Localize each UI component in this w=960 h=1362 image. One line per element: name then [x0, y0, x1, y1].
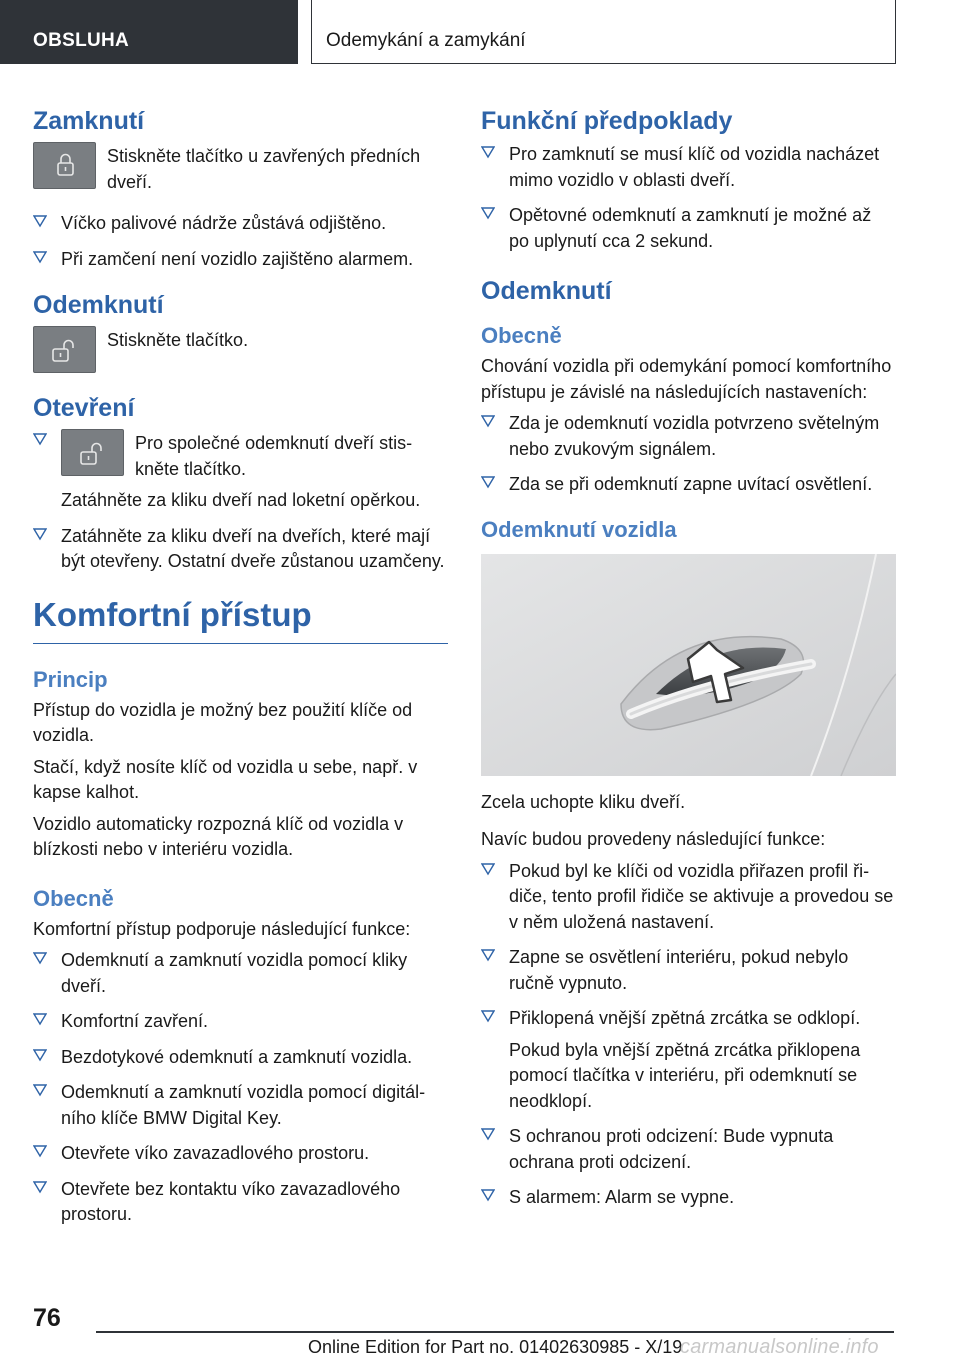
list-item-text: Pro společné odemknutí dveří stiskněte tlačítko. — [135, 433, 413, 479]
paragraph: Vozidlo automaticky rozpozná klíč od vozidla v blízkosti nebo v interiéru vozidla. — [33, 813, 404, 859]
heading-obecne-right: Obecně — [481, 323, 562, 348]
list-item-text: Odemknutí a zamknutí vozidla pomocí digitálního klíče BMW Digital Key. — [61, 1082, 426, 1128]
triangle-bullet-icon — [481, 145, 495, 159]
unlock-button-row — [33, 326, 448, 373]
list-item-text: Víčko palivové nádrže zůstává odjištěno. — [61, 213, 387, 233]
list-item-text: Při zamčení není vozidlo zajištěno alarmem. — [61, 248, 414, 269]
list-item — [481, 1185, 896, 1211]
left-column — [33, 98, 448, 1238]
list-item-text: Přiklopená vnější zpětná zrcátka se odklopí. — [509, 1008, 861, 1028]
list-item — [481, 859, 896, 936]
obecne-right-list — [481, 411, 896, 498]
heading-odemknuti: Odemknutí — [33, 291, 164, 319]
unlock-button-icon — [33, 326, 96, 373]
list-item-text: S ochranou proti odcizení: Bude vypnuta ochrana proti odcizení. — [509, 1126, 834, 1172]
list-item — [33, 1009, 448, 1035]
list-item — [481, 945, 896, 996]
right-column — [481, 98, 896, 1221]
list-item — [33, 524, 448, 575]
figure-caption: Zcela uchopte kliku dveří. — [481, 791, 686, 812]
list-item — [33, 429, 448, 514]
heading-funkcni-predpoklady: Funkční předpoklady — [481, 107, 733, 135]
heading-princip: Princip — [33, 666, 108, 692]
funkce-list — [481, 859, 896, 1211]
triangle-bullet-icon — [481, 475, 495, 489]
lock-button-icon — [33, 142, 96, 189]
triangle-bullet-icon — [33, 527, 47, 541]
zamknuti-list — [33, 211, 448, 272]
list-item-continuation: Zatáhněte za kliku dveří nad loketní opěrkou. — [61, 490, 421, 510]
list-item-text: Pro zamknutí se musí klíč od vozidla nacházet mimo vozidlo v oblasti dveří. — [509, 144, 880, 190]
paragraph: Navíc budou provedeny následující funkce: — [481, 829, 826, 849]
predpoklady-list — [481, 142, 896, 254]
lock-button-text: Stiskněte tlačítko u zavřených předních dveří. — [107, 146, 421, 192]
list-item — [481, 411, 896, 462]
unlock-button-row-2 — [61, 429, 448, 482]
otevreni-list — [33, 429, 448, 575]
triangle-bullet-icon — [481, 1127, 495, 1141]
list-item — [33, 1141, 448, 1167]
list-item-text: Zapne se osvětlení interiéru, pokud nebylo ručně vypnuto. — [509, 947, 849, 993]
triangle-bullet-icon — [33, 1012, 47, 1026]
heading-komfortni-pristup: Komfortní přístup — [33, 595, 448, 644]
heading-otevreni: Otevření — [33, 394, 135, 422]
unlock-button-text: Stiskněte tlačítko. — [107, 330, 249, 350]
triangle-bullet-icon — [481, 414, 495, 428]
triangle-bullet-icon — [481, 862, 495, 876]
paragraph: Stačí, když nosíte klíč od vozidla u sebe, např. v kapse kalhot. — [33, 756, 418, 802]
heading-obecne: Obecně — [33, 885, 114, 911]
header-section-tab: OBSLUHA — [0, 0, 298, 64]
list-item — [33, 1177, 448, 1228]
footer-divider — [96, 1331, 894, 1333]
triangle-bullet-icon — [481, 948, 495, 962]
triangle-bullet-icon — [481, 206, 495, 220]
list-item-text: Komfortní zavření. — [61, 1011, 209, 1031]
watermark: carmanualsonline.info — [680, 1336, 879, 1358]
list-item-text: Opětovné odemknutí a zamknutí je možné až po uplynutí cca 2 sekund. — [509, 205, 872, 251]
list-item — [481, 142, 896, 193]
triangle-bullet-icon — [33, 1144, 47, 1158]
list-item-text: Zda je odemknutí vozidla potvrzeno světelným nebo zvukovým signálem. — [509, 413, 880, 459]
list-item-text: S alarmem: Alarm se vypne. — [509, 1187, 735, 1207]
list-item — [33, 247, 448, 273]
list-item — [481, 1006, 896, 1114]
paragraph: Chování vozidla při odemykání pomocí komfortního přístupu je závislé na následujících nastaveních: — [481, 356, 892, 402]
list-item — [33, 948, 448, 999]
page-number: 76 — [33, 1304, 61, 1332]
list-item — [481, 1124, 896, 1175]
list-item-text: Zda se při odemknutí zapne uvítací osvětlení. — [509, 474, 873, 494]
unlock-button-icon — [61, 429, 124, 476]
triangle-bullet-icon — [33, 250, 47, 264]
paragraph: Komfortní přístup podporuje následující funkce: — [33, 918, 411, 939]
list-item-continuation: Pokud byla vnější zpětná zrcátka přiklopena pomocí tlačítka v interiéru, při odemknutí se neodklopí. — [509, 1039, 861, 1111]
heading-zamknuti: Zamknutí — [33, 107, 145, 135]
footer-edition: Online Edition for Part no. 01402630985 - X/19 — [308, 1337, 683, 1357]
triangle-bullet-icon — [481, 1188, 495, 1202]
list-item — [481, 203, 896, 254]
triangle-bullet-icon — [33, 1180, 47, 1194]
paragraph: Přístup do vozidla je možný bez použití klíče od vozidla. — [33, 699, 413, 745]
list-item — [33, 211, 448, 237]
triangle-bullet-icon — [481, 1009, 495, 1023]
triangle-bullet-icon — [33, 1083, 47, 1097]
list-item-text: Pokud byl ke klíči od vozidla přiřazen profil řidiče, tento profil řidiče se aktivuje a provedou se v něm uložená nastavení. — [509, 860, 894, 932]
lock-button-row — [33, 142, 448, 195]
triangle-bullet-icon — [33, 432, 47, 446]
obecne-list — [33, 948, 448, 1228]
list-item-text: Odemknutí a zamknutí vozidla pomocí kliky dveří. — [61, 950, 408, 996]
list-item — [33, 1080, 448, 1131]
header-chapter-title: Odemykání a zamykání — [311, 0, 896, 64]
triangle-bullet-icon — [33, 214, 47, 228]
list-item-text: Otevřete víko zavazadlového prostoru. — [61, 1143, 370, 1163]
list-item-text: Otevřete bez kontaktu víko zavazadlového prostoru. — [61, 1178, 401, 1224]
list-item-text: Bezdotykové odemknutí a zamknutí vozidla. — [61, 1046, 413, 1067]
door-handle-illustration — [481, 554, 896, 776]
heading-odemknuti-vozidla: Odemknutí vozidla — [481, 516, 677, 542]
triangle-bullet-icon — [33, 1048, 47, 1062]
list-item — [33, 1045, 448, 1071]
list-item-text: Zatáhněte za kliku dveří na dveřích, které mají být otevřeny. Ostatní dveře zůstanou uzamčeny. — [61, 525, 445, 571]
triangle-bullet-icon — [33, 951, 47, 965]
heading-odemknuti-right: Odemknutí — [481, 277, 612, 305]
list-item — [481, 472, 896, 498]
